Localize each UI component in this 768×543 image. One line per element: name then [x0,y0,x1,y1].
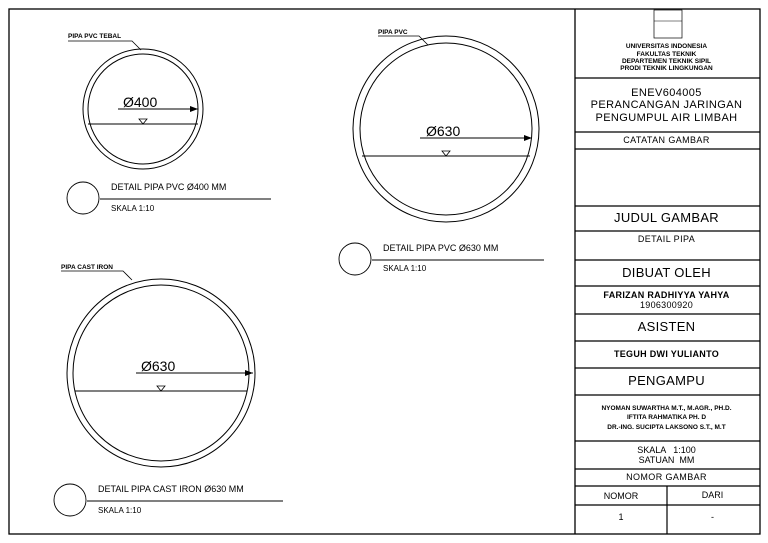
pipe-label: PIPA PVC [378,29,408,36]
scale-block [575,441,758,469]
institution-line: PRODI TEKNIK LINGKUNGAN [620,65,713,73]
pipe-label-leader [68,41,141,50]
number-value: 1 [618,512,624,522]
pipe-label-leader [378,36,428,45]
assistant-heading: ASISTEN [637,319,696,335]
course-name-line: PERANCANGAN JARINGAN [590,99,743,112]
detail-cast-iron-630 [54,264,283,516]
detail-scale: SKALA 1:10 [383,264,427,273]
assistant-name: TEGUH DWI YULIANTO [613,349,720,360]
diameter-label: Ø630 [141,358,176,374]
water-level-symbol [442,151,450,156]
made-by-heading: DIBUAT OLEH [622,264,711,280]
lecturer-heading: PENGAMPU [628,373,705,389]
notes-heading: CATATAN GAMBAR [623,135,710,146]
water-level-symbol [139,119,147,124]
detail-scale: SKALA 1:10 [98,506,142,515]
detail-marker [339,243,371,275]
institution-line: FAKULTAS TEKNIK [636,50,697,58]
lecturer-name: IFTITA RAHMATIKA PH. D [626,414,707,422]
diameter-label: Ø400 [123,94,158,110]
drawing-number-heading: NOMOR GAMBAR [626,472,707,483]
pipe-label-leader [61,271,132,280]
course-code: ENEV604005 [631,86,702,99]
detail-title: DETAIL PIPA CAST IRON Ø630 MM [98,484,244,494]
notes-body [575,149,758,206]
made-by-id: 1906300920 [639,300,694,310]
lecturer-name: NYOMAN SUWARTHA M.T., M.AGR., PH.D. [601,405,732,413]
institution-line: DEPARTEMEN TEKNIK SIPIL [621,58,712,65]
lecturer-block [575,395,758,441]
made-by-block [575,286,758,314]
detail-pvc-630 [339,29,544,275]
dimension-arrow [190,106,198,112]
of-label: DARI [701,489,724,500]
detail-title: DETAIL PIPA PVC Ø630 MM [383,243,499,253]
diameter-label: Ø630 [426,123,461,139]
detail-marker [54,484,86,516]
sheet-scale: SKALA 1:100 [637,444,696,455]
drawing-title-heading: JUDUL GAMBAR [614,210,719,226]
institution-block [575,38,758,78]
drawing-title: DETAIL PIPA [637,234,696,245]
pipe-label: PIPA CAST IRON [61,264,114,271]
institution-line: UNIVERSITAS INDONESIA [625,43,708,51]
course-name-line: PENGUMPUL AIR LIMBAH [595,111,738,124]
detail-marker [67,182,99,214]
detail-scale: SKALA 1:10 [111,204,155,213]
title-block [575,9,760,534]
number-label: NOMOR [603,490,639,501]
detail-title: DETAIL PIPA PVC Ø400 MM [111,182,227,192]
lecturer-name: DR.-ING. SUCIPTA LAKSONO S.T., M.T [607,423,726,431]
of-value: - [711,512,714,522]
course-block [575,79,758,132]
pipe-label: PIPA PVC TEBAL [68,33,122,40]
sheet-unit: SATUAN MM [638,455,695,465]
made-by-name: FARIZAN RADHIYYA YAHYA [603,289,730,300]
water-level-symbol [157,386,165,391]
detail-pvc-400 [67,33,271,214]
